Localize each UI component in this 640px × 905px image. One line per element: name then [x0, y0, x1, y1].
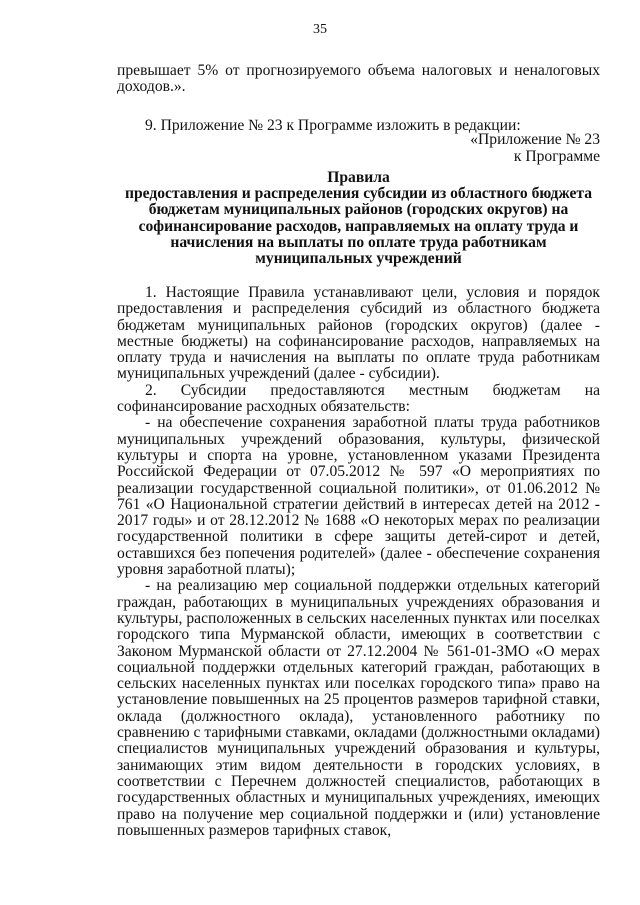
paragraph-social-support: - на реализацию мер социальной поддержки отдельных категорий граждан, работающих в муниципальных учреждениях образования и культуры, расположенных в сельских населенных пунктах или поселках городского типа Мурманской области, имеющих в соответствии с Законом Мурманской области от 27.12.2004 № 561-01-ЗМО «О мерах социальной поддержки отдельных категорий граждан, работающих в сельских населенных пунктах или поселках городского типа» право на установление повышенных на 25 процентов размеров тарифной ставки, оклада (должностного оклада), установленного работнику по сравнению с тарифными ставками, окладами (должностными окладами) специалистов муниципальных учреждений образования и культуры, занимающих этим видом деятельности в городских условиях, в соответствии с Перечнем должностей специалистов, работающих в государственных областных и муниципальных учреждениях, имеющих право на получение мер социальной поддержки и (или) установление повышенных размеров тарифных ставок,	[117, 577, 600, 839]
rules-subtitle: предоставления и распределения субсидии из областного бюджета бюджетам муниципальных районов (городских округов) на софинансирование расходов, направляемых на оплату труда и начисления на выплаты по оплате труда работникам муниципальных учреждений	[124, 185, 593, 268]
paragraph-1: 1. Настоящие Правила устанавливают цели, условия и порядок предоставления и распределения субсидий из областного бюджета бюджетам муниципальных районов (городских округов) (далее - местные бюджеты) на софинансирование расходов, направляемых на оплату труда и начисления на выплаты по оплате труда работникам муниципальных учреждений (далее - субсидии).	[117, 284, 600, 383]
rules-title: Правила	[327, 169, 390, 186]
page-number: 35	[313, 22, 327, 37]
appendix-ref-line1: «Приложение № 23	[470, 131, 600, 148]
item-9-paragraph: 9. Приложение № 23 к Программе изложить в редакции:	[145, 117, 521, 134]
paragraph-wages: - на обеспечение сохранения заработной платы труда работников муниципальных учреждений образования, культуры, физической культуры и спорта на уровне, установленном указами Президента Российской Федерации от 07.05.2012 № 597 «О мероприятиях по реализации государственной социальной политики», от 01.06.2012 № 761 «О Национальной стратегии действий в интересах детей на 2012 - 2017 годы» и от 28.12.2012 № 1688 «О некоторых мерах по реализации государственной политики в сфере защиты детей-сирот и детей, оставшихся без попечения родителей» (далее - обеспечение сохранения уровня заработной платы);	[117, 414, 600, 579]
rules-body	[117, 285, 600, 839]
intro-paragraph: превышает 5% от прогнозируемого объема налоговых и неналоговых доходов.».	[117, 62, 600, 96]
appendix-ref-line2: к Программе	[513, 148, 600, 165]
paragraph-2: 2. Субсидии предоставляются местным бюджетам на софинансирование расходных обязательств:	[117, 381, 600, 416]
intro-paragraph-block	[117, 63, 600, 96]
